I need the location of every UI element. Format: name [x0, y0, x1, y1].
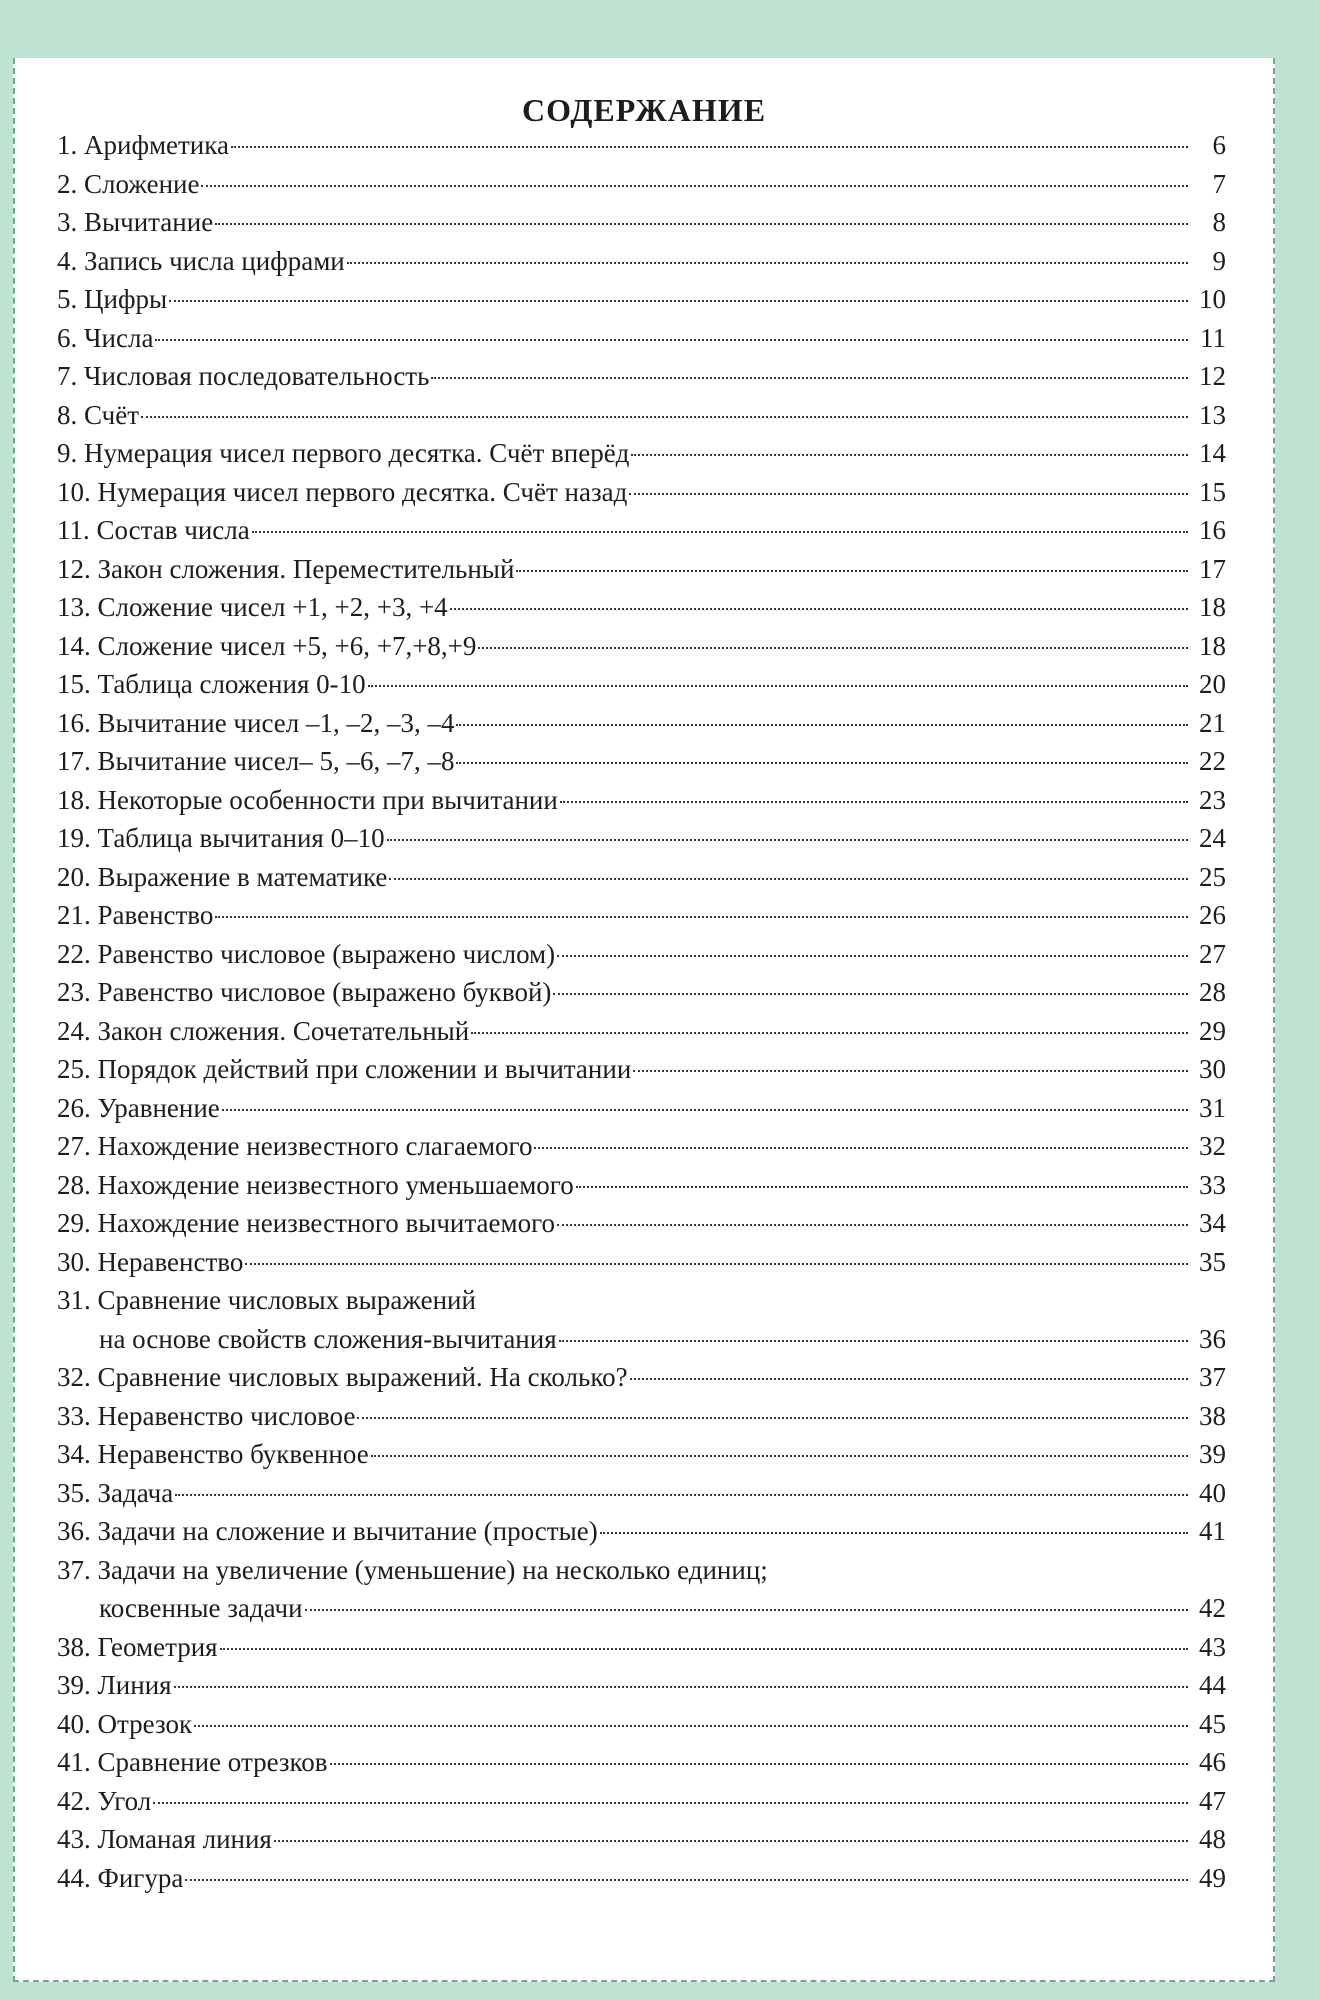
- toc-entry-title: 9. Нумерация чисел первого десятка. Счёт вперёд: [57, 438, 630, 468]
- dot-leader: [330, 1763, 1188, 1765]
- toc-entry-title: 27. Нахождение неизвестного слагаемого: [57, 1131, 533, 1161]
- toc-entry[interactable]: [57, 1435, 1226, 1474]
- toc-entry-title: 1. Арифметика: [57, 130, 229, 160]
- toc-entry[interactable]: [57, 627, 1226, 666]
- toc-entry-title: 11. Состав числа: [57, 515, 250, 545]
- toc-entry[interactable]: [57, 1820, 1226, 1859]
- toc-entry[interactable]: [57, 319, 1226, 358]
- toc-entry-page: 8: [1212, 207, 1226, 237]
- toc-entry[interactable]: [57, 1358, 1226, 1397]
- dot-leader: [553, 993, 1188, 995]
- toc-entry-page: 25: [1199, 861, 1226, 892]
- toc-entry-title: 20. Выражение в математике: [57, 861, 388, 892]
- toc-entry-title: 17. Вычитание чисел– 5, –6, –7, –8: [57, 746, 455, 776]
- dot-leader: [368, 685, 1188, 687]
- toc-entry-page: 22: [1199, 746, 1226, 776]
- dot-leader: [175, 1494, 1188, 1496]
- dot-leader: [371, 1455, 1188, 1457]
- dot-leader: [557, 1224, 1188, 1226]
- toc-entry-title: 6. Числа: [57, 322, 154, 353]
- toc-entry-page: 34: [1199, 1208, 1226, 1238]
- toc-entry-title: 15. Таблица сложения 0-10: [57, 669, 366, 699]
- toc-entry[interactable]: [57, 511, 1226, 550]
- toc-entry-title: 37. Задачи на увеличение (уменьшение) на несколько единиц;: [57, 1554, 768, 1585]
- toc-entry[interactable]: [57, 665, 1226, 704]
- toc-entry-page: 32: [1199, 1131, 1226, 1161]
- toc-entry-title: 18. Некоторые особенности при вычитании: [57, 784, 558, 815]
- dot-leader: [450, 608, 1188, 610]
- toc-entry-page: 17: [1199, 553, 1226, 584]
- dot-leader: [576, 1186, 1188, 1188]
- dot-leader: [252, 531, 1188, 533]
- toc-entry[interactable]: [57, 1628, 1226, 1667]
- toc-entry[interactable]: [57, 1512, 1226, 1551]
- toc-entry-title: 28. Нахождение неизвестного уменьшаемого: [57, 1169, 574, 1200]
- dot-leader: [347, 262, 1188, 264]
- toc-entry-page: 42: [1199, 1593, 1226, 1623]
- toc-entry-title: 14. Сложение чисел +5, +6, +7,+8,+9: [57, 630, 477, 661]
- dot-leader: [155, 339, 1188, 341]
- toc-entry-page: 27: [1199, 938, 1226, 969]
- toc-entry[interactable]: [57, 1705, 1226, 1744]
- toc-entry-title: 30. Неравенство: [57, 1246, 244, 1277]
- toc-entry-page: 9: [1212, 245, 1226, 276]
- dot-leader: [220, 1648, 1188, 1650]
- toc-entry-title: 41. Сравнение отрезков: [57, 1747, 328, 1777]
- toc-entry[interactable]: [57, 203, 1226, 242]
- toc-entry-page: 40: [1199, 1477, 1226, 1508]
- dot-leader: [516, 570, 1188, 572]
- toc-entry-title: 16. Вычитание чисел –1, –2, –3, –4: [57, 707, 455, 738]
- toc-entry[interactable]: [57, 1666, 1226, 1705]
- toc-entry[interactable]: [57, 1551, 1226, 1628]
- toc-entry-page: 13: [1199, 399, 1226, 430]
- toc-entry-title: 29. Нахождение неизвестного вычитаемого: [57, 1208, 555, 1238]
- toc-entry-title: 7. Числовая последовательность: [57, 361, 430, 391]
- toc-entry[interactable]: [57, 434, 1226, 473]
- toc-entry[interactable]: [57, 1166, 1226, 1205]
- toc-entry[interactable]: [57, 1474, 1226, 1513]
- toc-entry-title: 31. Сравнение числовых выражений: [57, 1285, 476, 1315]
- toc-entry-page: 46: [1199, 1747, 1226, 1777]
- toc-entry[interactable]: [57, 1782, 1226, 1821]
- toc-entry-page: 23: [1199, 784, 1226, 815]
- dot-leader: [478, 647, 1188, 649]
- toc-entry-title: 5. Цифры: [57, 284, 168, 314]
- dot-leader: [631, 454, 1188, 456]
- toc-entry-page: 6: [1212, 130, 1226, 160]
- dot-leader: [387, 839, 1188, 841]
- toc-entry-title: 33. Неравенство числовое: [57, 1400, 356, 1431]
- dot-leader: [185, 1879, 1188, 1881]
- toc-entry-title: 26. Уравнение: [57, 1092, 220, 1123]
- dot-leader: [456, 724, 1188, 726]
- toc-entry-title: 24. Закон сложения. Сочетательный: [57, 1015, 470, 1046]
- toc-entry-page: 45: [1199, 1708, 1226, 1739]
- toc-entry-page: 7: [1212, 168, 1226, 199]
- toc-entry-page: 10: [1199, 284, 1226, 314]
- toc-entry[interactable]: [57, 473, 1226, 512]
- dot-leader: [431, 377, 1188, 379]
- dot-leader: [559, 1340, 1188, 1342]
- toc-entry[interactable]: [57, 588, 1226, 627]
- toc-entry-title: 4. Запись числа цифрами: [57, 245, 345, 276]
- toc-entry[interactable]: [57, 126, 1226, 165]
- toc-entry-page: 30: [1199, 1054, 1226, 1084]
- toc-entry[interactable]: [57, 1281, 1226, 1358]
- toc-entry[interactable]: [57, 1743, 1226, 1782]
- toc-entry-page: 38: [1199, 1400, 1226, 1431]
- toc-entry[interactable]: [57, 280, 1226, 319]
- dot-leader: [174, 1686, 1188, 1688]
- toc-entry-title-cont: на основе свойств сложения-вычитания: [99, 1323, 557, 1354]
- dot-leader: [600, 1532, 1188, 1534]
- table-of-contents: [57, 126, 1226, 1897]
- dot-leader: [633, 1070, 1188, 1072]
- toc-entry-page: 15: [1199, 476, 1226, 507]
- toc-entry-page: 24: [1199, 823, 1226, 853]
- toc-entry[interactable]: [57, 896, 1226, 935]
- dot-leader: [194, 1725, 1188, 1727]
- dot-leader: [245, 1263, 1188, 1265]
- toc-entry-title: 38. Геометрия: [57, 1631, 218, 1662]
- toc-entry-page: 49: [1199, 1862, 1226, 1893]
- dot-leader: [215, 916, 1188, 918]
- toc-entry-title: 21. Равенство: [57, 900, 214, 930]
- page-sheet: [13, 58, 1275, 1982]
- toc-entry[interactable]: [57, 973, 1226, 1012]
- toc-entry-page: 33: [1199, 1169, 1226, 1200]
- toc-entry[interactable]: [57, 1204, 1226, 1243]
- toc-entry-title: 12. Закон сложения. Переместительный: [57, 553, 515, 584]
- dot-leader: [215, 223, 1188, 225]
- dot-leader: [201, 185, 1188, 187]
- toc-entry-page: 21: [1199, 707, 1226, 738]
- toc-entry[interactable]: [57, 242, 1226, 281]
- toc-entry-title: 22. Равенство числовое (выражено числом): [57, 938, 556, 969]
- toc-entry-title: 2. Сложение: [57, 168, 200, 199]
- toc-entry-title: 13. Сложение чисел +1, +2, +3, +4: [57, 592, 448, 622]
- toc-entry-page: 26: [1199, 900, 1226, 930]
- dot-leader: [153, 1802, 1188, 1804]
- toc-entry-page: 39: [1199, 1439, 1226, 1469]
- toc-entry-title: 32. Сравнение числовых выражений. На сколько?: [57, 1362, 628, 1392]
- toc-entry[interactable]: [57, 357, 1226, 396]
- toc-entry-title: 34. Неравенство буквенное: [57, 1439, 369, 1469]
- toc-entry-page: 44: [1199, 1670, 1226, 1700]
- toc-entry[interactable]: [57, 742, 1226, 781]
- toc-entry-page: 20: [1199, 669, 1226, 699]
- toc-entry-page: 11: [1200, 322, 1226, 353]
- dot-leader: [169, 300, 1188, 302]
- toc-entry[interactable]: [57, 165, 1226, 204]
- toc-entry[interactable]: [57, 1089, 1226, 1128]
- toc-entry-title: 36. Задачи на сложение и вычитание (простые): [57, 1516, 598, 1546]
- toc-entry-title-cont: косвенные задачи: [99, 1593, 303, 1623]
- toc-entry[interactable]: [57, 550, 1226, 589]
- dot-leader: [630, 1378, 1188, 1380]
- toc-entry-title: 3. Вычитание: [57, 207, 214, 237]
- toc-entry-title: 35. Задача: [57, 1477, 174, 1508]
- toc-entry[interactable]: [57, 1859, 1226, 1898]
- toc-entry-title: 19. Таблица вычитания 0–10: [57, 823, 385, 853]
- toc-entry-page: 36: [1199, 1323, 1226, 1354]
- dot-leader: [222, 1109, 1188, 1111]
- toc-entry-page: 41: [1199, 1516, 1226, 1546]
- toc-entry-page: 18: [1199, 630, 1226, 661]
- toc-entry-title: 44. Фигура: [57, 1862, 184, 1893]
- dot-leader: [305, 1609, 1188, 1611]
- toc-entry-title: 39. Линия: [57, 1670, 172, 1700]
- toc-entry-title: 23. Равенство числовое (выражено буквой): [57, 977, 552, 1007]
- toc-entry-page: 16: [1199, 515, 1226, 545]
- dot-leader: [629, 493, 1188, 495]
- toc-entry[interactable]: [57, 1050, 1226, 1089]
- toc-entry-page: 31: [1199, 1092, 1226, 1123]
- dot-leader: [560, 801, 1188, 803]
- dot-leader: [357, 1417, 1188, 1419]
- toc-entry-page: 48: [1199, 1824, 1226, 1854]
- toc-entry-page: 12: [1199, 361, 1226, 391]
- top-strip: [13, 0, 1273, 58]
- toc-entry-title: 25. Порядок действий при сложении и вычитании: [57, 1054, 632, 1084]
- toc-entry-title: 42. Угол: [57, 1785, 152, 1816]
- dot-leader: [456, 762, 1188, 764]
- toc-entry[interactable]: [57, 858, 1226, 897]
- dot-leader: [389, 878, 1188, 880]
- dot-leader: [141, 416, 1188, 418]
- toc-entry[interactable]: [57, 1243, 1226, 1282]
- toc-entry-title: 8. Счёт: [57, 399, 140, 430]
- toc-entry-page: 35: [1199, 1246, 1226, 1277]
- toc-entry[interactable]: [57, 1127, 1226, 1166]
- toc-entry[interactable]: [57, 935, 1226, 974]
- dot-leader: [231, 146, 1188, 148]
- toc-entry-page: 37: [1199, 1362, 1226, 1392]
- page-title: СОДЕРЖАНИЕ: [521, 92, 767, 128]
- toc-entry[interactable]: [57, 781, 1226, 820]
- toc-entry-page: 14: [1199, 438, 1226, 468]
- toc-entry-page: 47: [1199, 1785, 1226, 1816]
- dot-leader: [471, 1032, 1188, 1034]
- toc-entry[interactable]: [57, 819, 1226, 858]
- toc-entry[interactable]: [57, 1397, 1226, 1436]
- toc-entry-title: 43. Ломаная линия: [57, 1824, 272, 1854]
- dot-leader: [534, 1147, 1188, 1149]
- toc-entry[interactable]: [57, 396, 1226, 435]
- toc-entry[interactable]: [57, 704, 1226, 743]
- toc-entry-page: 18: [1199, 592, 1226, 622]
- toc-entry-page: 29: [1199, 1015, 1226, 1046]
- toc-entry-page: 43: [1199, 1631, 1226, 1662]
- dot-leader: [557, 955, 1188, 957]
- toc-entry-title: 40. Отрезок: [57, 1708, 193, 1739]
- toc-entry-title: 10. Нумерация чисел первого десятка. Счёт назад: [57, 476, 628, 507]
- toc-entry[interactable]: [57, 1012, 1226, 1051]
- toc-entry-page: 28: [1199, 977, 1226, 1007]
- dot-leader: [274, 1840, 1188, 1842]
